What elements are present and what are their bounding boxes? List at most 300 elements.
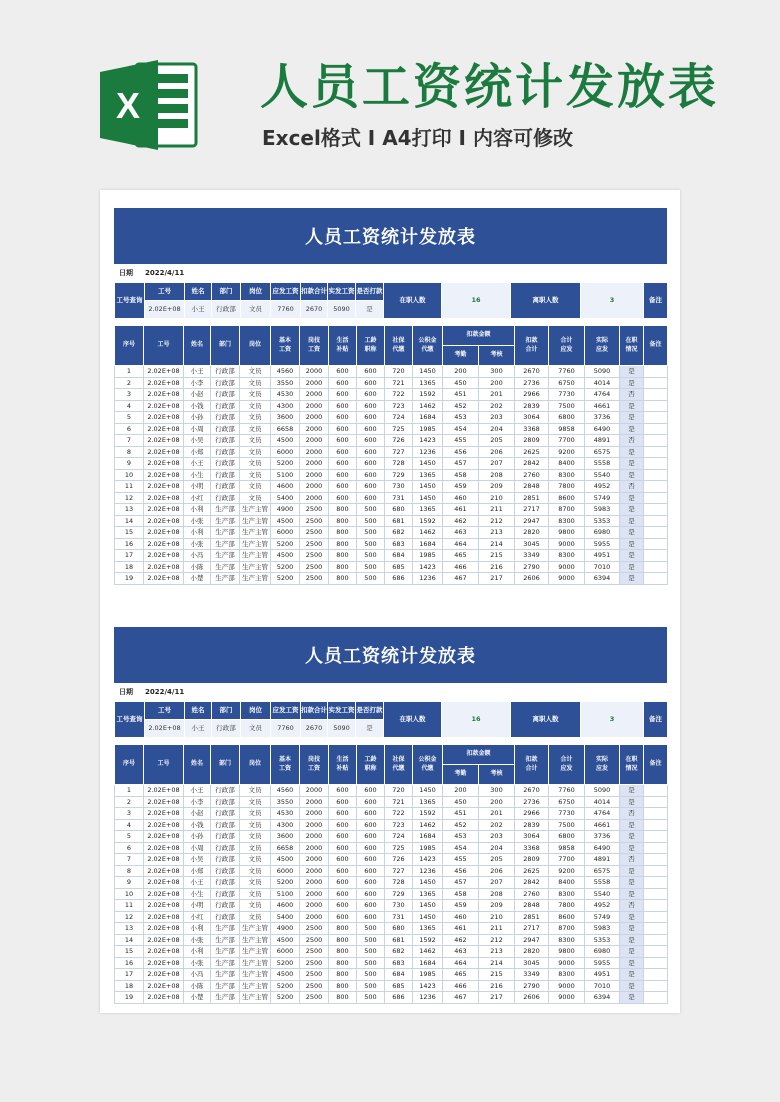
table-cell[interactable]: 1985: [413, 969, 443, 981]
table-cell[interactable]: 2000: [300, 400, 329, 412]
table-cell[interactable]: 459: [443, 481, 479, 493]
table-cell[interactable]: 2848: [515, 481, 549, 493]
table-cell[interactable]: 685: [385, 980, 413, 992]
table-cell[interactable]: 行政部: [211, 831, 240, 843]
active-count-value[interactable]: 16: [442, 702, 511, 738]
table-cell[interactable]: 3600: [271, 412, 300, 424]
table-cell[interactable]: 2760: [515, 469, 549, 481]
table-cell[interactable]: 2.02E+08: [144, 504, 184, 516]
table-cell[interactable]: 文员: [240, 808, 271, 820]
table-cell[interactable]: 小利: [184, 504, 211, 516]
table-cell[interactable]: 1684: [413, 957, 443, 969]
table-cell[interactable]: 1365: [413, 923, 443, 935]
status-cell[interactable]: 否: [620, 854, 644, 866]
table-cell[interactable]: 216: [479, 561, 515, 573]
note-cell[interactable]: [644, 934, 668, 946]
table-cell[interactable]: 4891: [585, 854, 620, 866]
status-cell[interactable]: 是: [620, 423, 644, 435]
table-cell[interactable]: 2736: [515, 377, 549, 389]
table-cell[interactable]: 2500: [300, 527, 329, 539]
table-cell[interactable]: 11: [115, 481, 144, 493]
table-cell[interactable]: 731: [385, 911, 413, 923]
table-cell[interactable]: 457: [443, 877, 479, 889]
table-cell[interactable]: 生产部: [211, 980, 240, 992]
table-cell[interactable]: 15: [115, 946, 144, 958]
table-cell[interactable]: 3550: [271, 377, 300, 389]
table-cell[interactable]: 14: [115, 515, 144, 527]
table-cell[interactable]: 小赵: [184, 808, 211, 820]
table-cell[interactable]: 200: [443, 785, 479, 797]
table-cell[interactable]: 4900: [271, 504, 300, 516]
note-cell[interactable]: [644, 573, 668, 585]
table-cell[interactable]: 8300: [549, 550, 585, 562]
table-cell[interactable]: 600: [357, 435, 385, 447]
table-cell[interactable]: 1236: [413, 992, 443, 1004]
table-cell[interactable]: 4530: [271, 389, 300, 401]
table-cell[interactable]: 2.02E+08: [144, 561, 184, 573]
table-cell[interactable]: 5090: [585, 785, 620, 797]
status-cell[interactable]: 否: [620, 389, 644, 401]
table-cell[interactable]: 2670: [515, 785, 549, 797]
table-cell[interactable]: 2.02E+08: [144, 923, 184, 935]
table-cell[interactable]: 600: [357, 458, 385, 470]
table-cell[interactable]: 207: [479, 458, 515, 470]
table-cell[interactable]: 6394: [585, 573, 620, 585]
table-cell[interactable]: 686: [385, 992, 413, 1004]
table-cell[interactable]: 4500: [271, 854, 300, 866]
table-cell[interactable]: 文员: [240, 854, 271, 866]
table-cell[interactable]: 3550: [271, 796, 300, 808]
table-cell[interactable]: 行政部: [211, 877, 240, 889]
table-cell[interactable]: 5090: [585, 366, 620, 378]
table-cell[interactable]: 生产主管: [240, 946, 271, 958]
table-cell[interactable]: 2.02E+08: [144, 831, 184, 843]
table-cell[interactable]: 7010: [585, 980, 620, 992]
table-cell[interactable]: 12: [115, 492, 144, 504]
table-cell[interactable]: 1450: [413, 458, 443, 470]
table-cell[interactable]: 600: [329, 831, 357, 843]
table-cell[interactable]: 3368: [515, 842, 549, 854]
table-cell[interactable]: 2000: [300, 808, 329, 820]
table-cell[interactable]: 2000: [300, 819, 329, 831]
table-cell[interactable]: 461: [443, 504, 479, 516]
table-cell[interactable]: 200: [443, 366, 479, 378]
table-cell[interactable]: 207: [479, 877, 515, 889]
table-cell[interactable]: 600: [329, 796, 357, 808]
table-cell[interactable]: 12: [115, 911, 144, 923]
table-cell[interactable]: 2.02E+08: [144, 481, 184, 493]
table-cell[interactable]: 456: [443, 865, 479, 877]
table-cell[interactable]: 1450: [413, 911, 443, 923]
table-cell[interactable]: 9000: [549, 573, 585, 585]
table-cell[interactable]: 2: [115, 377, 144, 389]
table-cell[interactable]: 205: [479, 854, 515, 866]
table-cell[interactable]: 2000: [300, 492, 329, 504]
table-cell[interactable]: 4951: [585, 969, 620, 981]
table-cell[interactable]: 生产部: [211, 992, 240, 1004]
table-cell[interactable]: 8300: [549, 934, 585, 946]
table-cell[interactable]: 9200: [549, 446, 585, 458]
table-cell[interactable]: 204: [479, 842, 515, 854]
table-cell[interactable]: 460: [443, 492, 479, 504]
table-cell[interactable]: 212: [479, 934, 515, 946]
query-id-input[interactable]: 2.02E+08: [145, 720, 185, 738]
table-cell[interactable]: 2.02E+08: [144, 435, 184, 447]
table-cell[interactable]: 1450: [413, 366, 443, 378]
table-cell[interactable]: 小生: [184, 469, 211, 481]
table-cell[interactable]: 小周: [184, 423, 211, 435]
note-cell[interactable]: [644, 423, 668, 435]
table-cell[interactable]: 500: [357, 980, 385, 992]
table-cell[interactable]: 8600: [549, 492, 585, 504]
table-cell[interactable]: 600: [357, 796, 385, 808]
table-cell[interactable]: 2000: [300, 831, 329, 843]
status-cell[interactable]: 是: [620, 366, 644, 378]
table-cell[interactable]: 204: [479, 423, 515, 435]
table-cell[interactable]: 4952: [585, 481, 620, 493]
table-cell[interactable]: 生产主管: [240, 527, 271, 539]
table-cell[interactable]: 600: [329, 877, 357, 889]
table-cell[interactable]: 727: [385, 446, 413, 458]
table-cell[interactable]: 4560: [271, 366, 300, 378]
table-cell[interactable]: 2.02E+08: [144, 877, 184, 889]
table-cell[interactable]: 文员: [240, 481, 271, 493]
table-cell[interactable]: 450: [443, 377, 479, 389]
table-cell[interactable]: 14: [115, 934, 144, 946]
table-cell[interactable]: 4: [115, 819, 144, 831]
table-cell[interactable]: 2500: [300, 573, 329, 585]
table-cell[interactable]: 600: [329, 366, 357, 378]
table-cell[interactable]: 文员: [240, 877, 271, 889]
table-cell[interactable]: 4764: [585, 808, 620, 820]
note-cell[interactable]: [644, 469, 668, 481]
table-cell[interactable]: 行政部: [211, 911, 240, 923]
table-cell[interactable]: 文员: [240, 819, 271, 831]
table-cell[interactable]: 2839: [515, 400, 549, 412]
table-cell[interactable]: 8300: [549, 969, 585, 981]
table-cell[interactable]: 681: [385, 515, 413, 527]
table-cell[interactable]: 9858: [549, 842, 585, 854]
table-cell[interactable]: 7800: [549, 481, 585, 493]
table-cell[interactable]: 6490: [585, 423, 620, 435]
table-cell[interactable]: 2000: [300, 469, 329, 481]
table-cell[interactable]: 小楚: [184, 992, 211, 1004]
table-cell[interactable]: 500: [357, 969, 385, 981]
table-cell[interactable]: 208: [479, 888, 515, 900]
table-cell[interactable]: 生产部: [211, 957, 240, 969]
table-cell[interactable]: 5200: [271, 573, 300, 585]
table-cell[interactable]: 5955: [585, 538, 620, 550]
table-cell[interactable]: 3736: [585, 831, 620, 843]
table-cell[interactable]: 728: [385, 877, 413, 889]
table-cell[interactable]: 2851: [515, 911, 549, 923]
table-cell[interactable]: 683: [385, 538, 413, 550]
table-cell[interactable]: 生产部: [211, 934, 240, 946]
table-cell[interactable]: 9000: [549, 957, 585, 969]
table-cell[interactable]: 7730: [549, 389, 585, 401]
table-cell[interactable]: 2000: [300, 842, 329, 854]
table-cell[interactable]: 452: [443, 400, 479, 412]
table-cell[interactable]: 生产主管: [240, 980, 271, 992]
status-cell[interactable]: 是: [620, 446, 644, 458]
table-cell[interactable]: 2.02E+08: [144, 785, 184, 797]
table-cell[interactable]: 3: [115, 389, 144, 401]
table-cell[interactable]: 小陈: [184, 980, 211, 992]
table-cell[interactable]: 行政部: [211, 412, 240, 424]
table-cell[interactable]: 5200: [271, 561, 300, 573]
table-cell[interactable]: 4500: [271, 515, 300, 527]
table-cell[interactable]: 3064: [515, 412, 549, 424]
table-cell[interactable]: 小张: [184, 538, 211, 550]
table-cell[interactable]: 456: [443, 446, 479, 458]
table-cell[interactable]: 5540: [585, 469, 620, 481]
table-cell[interactable]: 300: [479, 366, 515, 378]
table-cell[interactable]: 2.02E+08: [144, 377, 184, 389]
table-cell[interactable]: 9800: [549, 946, 585, 958]
table-cell[interactable]: 1592: [413, 389, 443, 401]
table-cell[interactable]: 600: [329, 819, 357, 831]
table-cell[interactable]: 462: [443, 934, 479, 946]
table-cell[interactable]: 行政部: [211, 400, 240, 412]
note-cell[interactable]: [644, 492, 668, 504]
table-cell[interactable]: 3045: [515, 538, 549, 550]
table-cell[interactable]: 461: [443, 923, 479, 935]
table-cell[interactable]: 202: [479, 819, 515, 831]
table-cell[interactable]: 4014: [585, 796, 620, 808]
table-cell[interactable]: 8600: [549, 911, 585, 923]
table-cell[interactable]: 行政部: [211, 389, 240, 401]
status-cell[interactable]: 是: [620, 492, 644, 504]
status-cell[interactable]: 是: [620, 934, 644, 946]
table-cell[interactable]: 2809: [515, 435, 549, 447]
table-cell[interactable]: 457: [443, 458, 479, 470]
note-cell[interactable]: [644, 481, 668, 493]
status-cell[interactable]: 否: [620, 808, 644, 820]
table-cell[interactable]: 7500: [549, 819, 585, 831]
table-cell[interactable]: 6394: [585, 992, 620, 1004]
table-cell[interactable]: 682: [385, 946, 413, 958]
table-cell[interactable]: 2.02E+08: [144, 808, 184, 820]
table-cell[interactable]: 2670: [515, 366, 549, 378]
status-cell[interactable]: 是: [620, 550, 644, 562]
table-cell[interactable]: 5200: [271, 957, 300, 969]
table-cell[interactable]: 460: [443, 911, 479, 923]
status-cell[interactable]: 是: [620, 412, 644, 424]
table-cell[interactable]: 210: [479, 492, 515, 504]
status-cell[interactable]: 是: [620, 957, 644, 969]
table-cell[interactable]: 6750: [549, 796, 585, 808]
table-cell[interactable]: 小张: [184, 957, 211, 969]
table-cell[interactable]: 5200: [271, 458, 300, 470]
table-cell[interactable]: 681: [385, 934, 413, 946]
table-cell[interactable]: 2.02E+08: [144, 492, 184, 504]
table-cell[interactable]: 4900: [271, 923, 300, 935]
table-cell[interactable]: 727: [385, 865, 413, 877]
table-cell[interactable]: 5353: [585, 934, 620, 946]
table-cell[interactable]: 2760: [515, 888, 549, 900]
table-cell[interactable]: 2947: [515, 934, 549, 946]
table-cell[interactable]: 4560: [271, 785, 300, 797]
table-cell[interactable]: 454: [443, 423, 479, 435]
table-cell[interactable]: 6000: [271, 865, 300, 877]
table-cell[interactable]: 1450: [413, 481, 443, 493]
table-cell[interactable]: 600: [357, 492, 385, 504]
note-cell[interactable]: [644, 538, 668, 550]
left-count-value[interactable]: 3: [581, 283, 644, 319]
table-cell[interactable]: 行政部: [211, 900, 240, 912]
table-cell[interactable]: 725: [385, 842, 413, 854]
table-cell[interactable]: 1462: [413, 400, 443, 412]
table-cell[interactable]: 7500: [549, 400, 585, 412]
note-cell[interactable]: [644, 435, 668, 447]
table-cell[interactable]: 500: [357, 504, 385, 516]
table-cell[interactable]: 2842: [515, 458, 549, 470]
table-cell[interactable]: 文员: [240, 785, 271, 797]
table-cell[interactable]: 600: [329, 900, 357, 912]
table-cell[interactable]: 2842: [515, 877, 549, 889]
table-cell[interactable]: 1985: [413, 423, 443, 435]
table-cell[interactable]: 205: [479, 435, 515, 447]
table-cell[interactable]: 1423: [413, 435, 443, 447]
table-cell[interactable]: 2000: [300, 785, 329, 797]
table-cell[interactable]: 600: [329, 492, 357, 504]
table-cell[interactable]: 600: [357, 423, 385, 435]
table-cell[interactable]: 2.02E+08: [144, 389, 184, 401]
table-cell[interactable]: 2.02E+08: [144, 957, 184, 969]
table-cell[interactable]: 453: [443, 831, 479, 843]
table-cell[interactable]: 680: [385, 504, 413, 516]
table-cell[interactable]: 600: [357, 366, 385, 378]
table-cell[interactable]: 4500: [271, 934, 300, 946]
table-cell[interactable]: 8300: [549, 888, 585, 900]
table-cell[interactable]: 800: [329, 504, 357, 516]
table-cell[interactable]: 464: [443, 538, 479, 550]
table-cell[interactable]: 17: [115, 550, 144, 562]
table-cell[interactable]: 500: [357, 923, 385, 935]
table-cell[interactable]: 3368: [515, 423, 549, 435]
table-cell[interactable]: 2717: [515, 504, 549, 516]
table-cell[interactable]: 2000: [300, 911, 329, 923]
table-cell[interactable]: 600: [357, 877, 385, 889]
table-cell[interactable]: 1592: [413, 808, 443, 820]
note-cell[interactable]: [644, 458, 668, 470]
table-cell[interactable]: 2.02E+08: [144, 527, 184, 539]
table-cell[interactable]: 724: [385, 831, 413, 843]
table-cell[interactable]: 2500: [300, 969, 329, 981]
note-cell[interactable]: [644, 957, 668, 969]
table-cell[interactable]: 208: [479, 469, 515, 481]
table-cell[interactable]: 行政部: [211, 808, 240, 820]
table-cell[interactable]: 600: [357, 900, 385, 912]
note-cell[interactable]: [644, 504, 668, 516]
table-cell[interactable]: 2: [115, 796, 144, 808]
table-cell[interactable]: 小明: [184, 481, 211, 493]
table-cell[interactable]: 2809: [515, 854, 549, 866]
table-cell[interactable]: 小张: [184, 515, 211, 527]
table-cell[interactable]: 7: [115, 854, 144, 866]
table-cell[interactable]: 生产主管: [240, 992, 271, 1004]
query-id-input[interactable]: 2.02E+08: [145, 301, 185, 319]
table-cell[interactable]: 684: [385, 969, 413, 981]
table-cell[interactable]: 4500: [271, 550, 300, 562]
table-cell[interactable]: 2.02E+08: [144, 946, 184, 958]
table-cell[interactable]: 行政部: [211, 865, 240, 877]
table-cell[interactable]: 2000: [300, 366, 329, 378]
table-cell[interactable]: 6000: [271, 946, 300, 958]
table-cell[interactable]: 500: [357, 946, 385, 958]
table-cell[interactable]: 2000: [300, 481, 329, 493]
table-cell[interactable]: 1365: [413, 888, 443, 900]
table-cell[interactable]: 1462: [413, 527, 443, 539]
table-cell[interactable]: 500: [357, 573, 385, 585]
status-cell[interactable]: 否: [620, 435, 644, 447]
table-cell[interactable]: 18: [115, 561, 144, 573]
table-cell[interactable]: 1450: [413, 877, 443, 889]
table-cell[interactable]: 1: [115, 366, 144, 378]
table-cell[interactable]: 文员: [240, 377, 271, 389]
table-cell[interactable]: 文员: [240, 400, 271, 412]
table-cell[interactable]: 8: [115, 865, 144, 877]
note-cell[interactable]: [644, 992, 668, 1004]
table-cell[interactable]: 724: [385, 412, 413, 424]
note-cell[interactable]: [644, 527, 668, 539]
table-cell[interactable]: 3349: [515, 550, 549, 562]
table-cell[interactable]: 2000: [300, 389, 329, 401]
table-cell[interactable]: 1462: [413, 819, 443, 831]
table-cell[interactable]: 小孙: [184, 831, 211, 843]
note-cell[interactable]: [644, 831, 668, 843]
table-cell[interactable]: 600: [329, 446, 357, 458]
table-cell[interactable]: 467: [443, 573, 479, 585]
table-cell[interactable]: 722: [385, 389, 413, 401]
table-cell[interactable]: 720: [385, 366, 413, 378]
table-cell[interactable]: 18: [115, 980, 144, 992]
table-cell[interactable]: 2.02E+08: [144, 538, 184, 550]
table-cell[interactable]: 600: [357, 842, 385, 854]
table-cell[interactable]: 730: [385, 900, 413, 912]
table-cell[interactable]: 行政部: [211, 796, 240, 808]
table-cell[interactable]: 文员: [240, 446, 271, 458]
table-cell[interactable]: 小红: [184, 911, 211, 923]
table-cell[interactable]: 800: [329, 969, 357, 981]
table-cell[interactable]: 2000: [300, 877, 329, 889]
table-cell[interactable]: 686: [385, 573, 413, 585]
table-cell[interactable]: 800: [329, 515, 357, 527]
table-cell[interactable]: 500: [357, 934, 385, 946]
table-cell[interactable]: 生产主管: [240, 969, 271, 981]
table-cell[interactable]: 生产部: [211, 504, 240, 516]
table-cell[interactable]: 5983: [585, 504, 620, 516]
table-cell[interactable]: 文员: [240, 888, 271, 900]
table-cell[interactable]: 2.02E+08: [144, 934, 184, 946]
table-cell[interactable]: 文员: [240, 458, 271, 470]
table-cell[interactable]: 小王: [184, 366, 211, 378]
table-cell[interactable]: 8400: [549, 877, 585, 889]
table-cell[interactable]: 450: [443, 796, 479, 808]
table-cell[interactable]: 2000: [300, 446, 329, 458]
table-cell[interactable]: 2736: [515, 796, 549, 808]
table-cell[interactable]: 2947: [515, 515, 549, 527]
table-cell[interactable]: 5200: [271, 877, 300, 889]
table-cell[interactable]: 2500: [300, 992, 329, 1004]
table-cell[interactable]: 文员: [240, 366, 271, 378]
table-cell[interactable]: 生产主管: [240, 957, 271, 969]
table-cell[interactable]: 800: [329, 992, 357, 1004]
table-cell[interactable]: 217: [479, 992, 515, 1004]
table-cell[interactable]: 13: [115, 504, 144, 516]
table-cell[interactable]: 2717: [515, 923, 549, 935]
table-cell[interactable]: 300: [479, 785, 515, 797]
